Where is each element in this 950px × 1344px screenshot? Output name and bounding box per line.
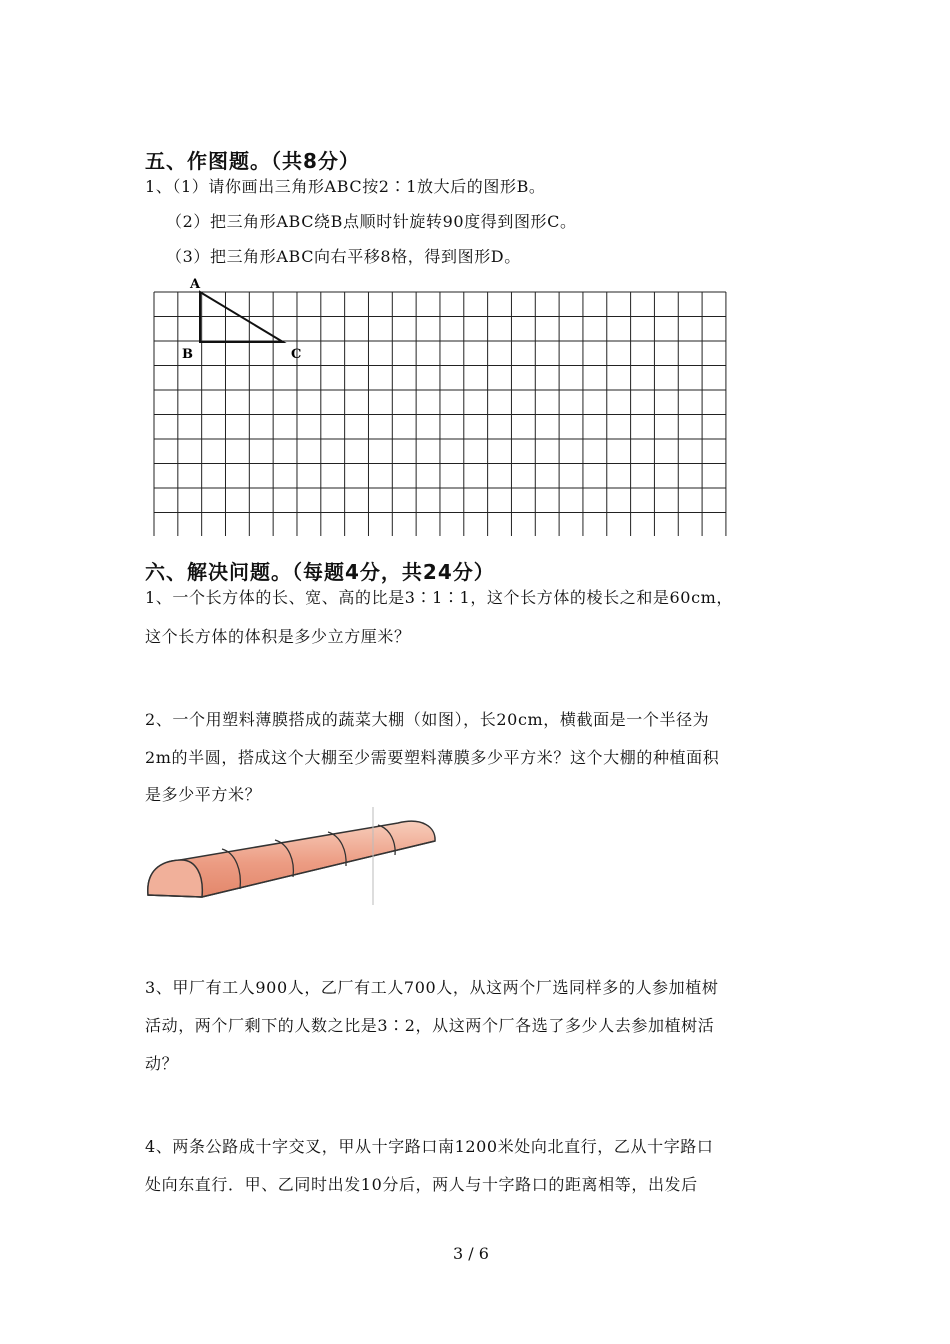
page-number: 3 / 6 <box>453 1244 489 1263</box>
problem-2-line-2: 2m的半圆，搭成这个大棚至少需要塑料薄膜多少平方米？这个大棚的种植面积 <box>145 748 720 767</box>
drawing-grid <box>153 270 733 536</box>
greenhouse-end-arch <box>148 860 202 897</box>
problem-4-line-2: 处向东直行．甲、乙同时出发10分后，两人与十字路口的距离相等，出发后 <box>145 1175 698 1194</box>
problem-3-line-1: 3、甲厂有工人900人，乙厂有工人700人，从这两个厂选同样多的人参加植树 <box>145 978 719 997</box>
problem-3-line-3: 动？ <box>145 1054 179 1073</box>
q1-part3-text: （3）把三角形ABC向右平移8格，得到图形D。 <box>166 247 521 266</box>
vertex-b-label: B <box>182 347 193 362</box>
problem-1-line-2: 这个长方体的体积是多少立方厘米？ <box>145 627 411 646</box>
greenhouse-illustration <box>140 805 450 907</box>
problem-1-line-1: 1、一个长方体的长、宽、高的比是3∶1∶1，这个长方体的棱长之和是60cm， <box>145 588 734 607</box>
problem-4-line-1: 4、两条公路成十字交叉，甲从十字路口南1200米处向北直行，乙从十字路口 <box>145 1137 714 1156</box>
problem-3-line-2: 活动，两个厂剩下的人数之比是3∶2，从这两个厂各选了多少人去参加植树活 <box>145 1016 715 1035</box>
q1-part2-text: （2）把三角形ABC绕B点顺时针旋转90度得到图形C。 <box>166 212 577 231</box>
section-5-heading: 五、作图题。（共8分） <box>145 149 360 173</box>
section-6-heading: 六、解决问题。（每题4分，共24分） <box>145 560 495 584</box>
problem-2-line-1: 2、一个用塑料薄膜搭成的蔬菜大棚（如图），长20cm，横截面是一个半径为 <box>145 710 710 729</box>
vertex-c-label: C <box>291 347 302 362</box>
vertex-a-label: A <box>190 277 201 292</box>
problem-2-line-3: 是多少平方米？ <box>145 785 262 804</box>
grid-lines <box>154 292 726 536</box>
q1-part1-text: 1、（1）请你画出三角形ABC按2∶1放大后的图形B。 <box>145 177 546 196</box>
